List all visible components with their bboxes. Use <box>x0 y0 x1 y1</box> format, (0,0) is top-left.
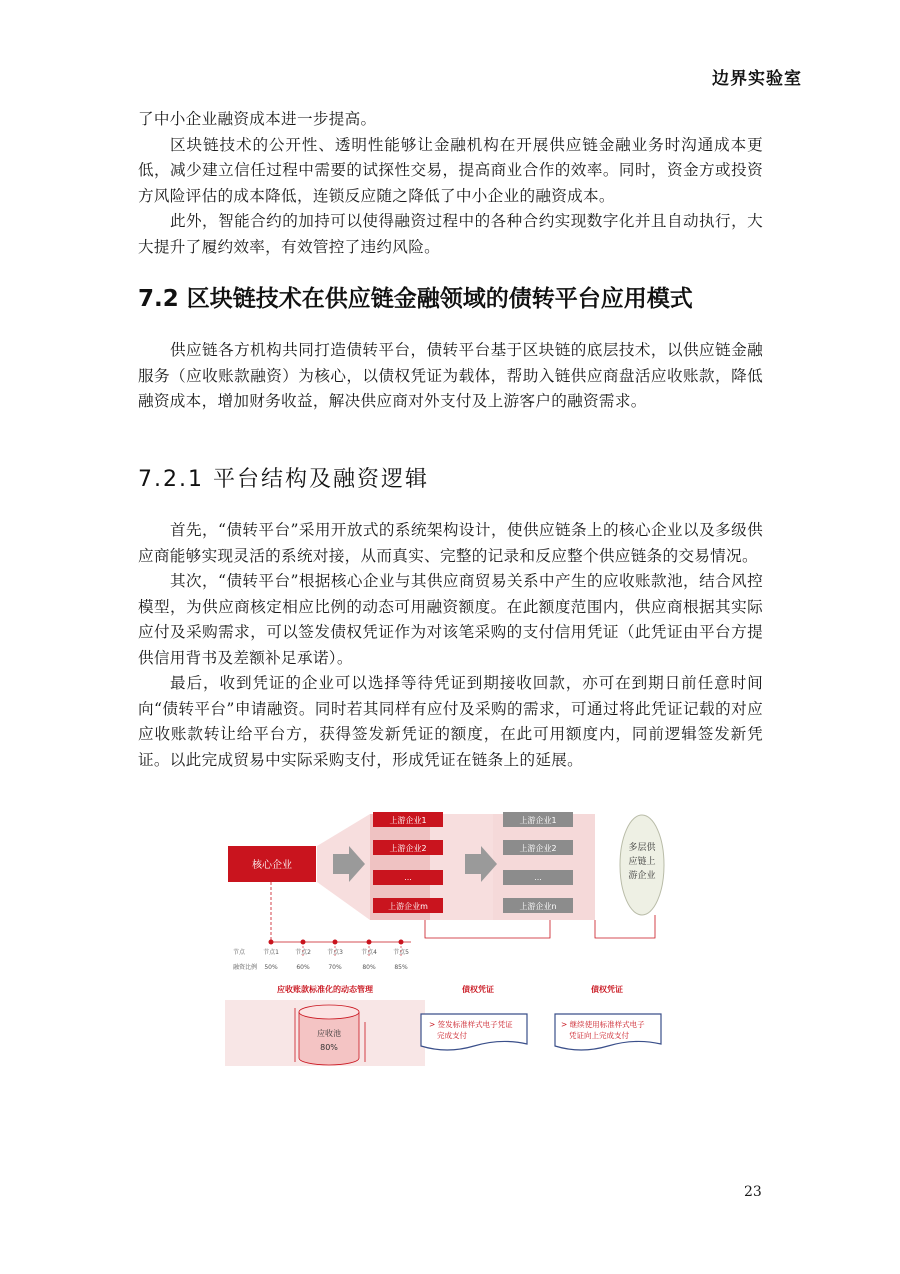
oval-label: 应链上 <box>628 857 656 867</box>
upstream-label: 上游企业2 <box>519 844 557 853</box>
paragraph: 最后，收到凭证的企业可以选择等待凭证到期接收回款，亦可在到期日前任意时间向“债转平台”申请融资。同时若其同样有应付及采购的需求，可通过将此凭证记载的对应应收账款转让给平台方，获得签发新凭证的额度，在此可用额度内，同前逻辑签发新凭证。以此完成贸易中实际采购支付，形成凭证在链条上的延展。 <box>138 674 763 769</box>
voucher-title: 债权凭证 <box>462 985 494 994</box>
voucher-text: 完成支付 <box>437 1031 467 1040</box>
node-row-label: 节点 <box>233 949 246 956</box>
pool-value: 80% <box>320 1043 338 1052</box>
connector-line <box>595 915 655 938</box>
ratio-label: 50% <box>264 964 278 971</box>
paragraph: 了中小企业融资成本进一步提高。 <box>138 110 377 128</box>
voucher-line: > 签发标准样式电子凭证 <box>429 1020 513 1029</box>
node-dot <box>269 940 274 945</box>
section-7-2-1-body <box>138 518 763 773</box>
section-title-7-2: 7.2 区块链技术在供应链金融领域的债转平台应用模式 <box>138 286 693 312</box>
pool-cylinder <box>299 1012 359 1065</box>
section-7-2-body <box>138 338 763 415</box>
diagram-svg <box>225 808 665 1066</box>
node-label: 节点5 <box>393 949 409 956</box>
ratio-label: 70% <box>328 964 342 971</box>
paragraph: 其次，“债转平台”根据核心企业与其供应商贸易关系中产生的应收账款池，结合风控模型，为供应商核定相应比例的动态可用融资额度。在此额度范围内，供应商根据其实际应付及采购需求，可以签发债权凭证作为对该笔采购的支付信用凭证（此凭证由平台方提供信用背书及差额补足承诺）。 <box>138 572 763 667</box>
node-label: 节点4 <box>361 949 377 956</box>
voucher-text: 凭证向上完成支付 <box>569 1031 629 1040</box>
intro-block <box>138 107 763 260</box>
paragraph: 首先，“债转平台”采用开放式的系统架构设计，使供应链条上的核心企业以及多级供应商能够实现灵活的系统对接，从而真实、完整的记录和反应整个供应链条的交易情况。 <box>138 521 763 565</box>
oval-label: 游企业 <box>628 871 656 881</box>
upstream-label: 上游企业n <box>519 902 557 911</box>
upstream-label: 上游企业1 <box>389 816 427 825</box>
paragraph: 区块链技术的公开性、透明性能够让金融机构在开展供应链金融业务时沟通成本更低，减少建立信任过程中需要的试探性交易，提高商业合作的效率。同时，资金方或投资方风险评估的成本降低，连锁反应随之降低了中小企业的融资成本。 <box>138 135 763 205</box>
upstream-label: 上游企业2 <box>389 844 427 853</box>
paragraph: 此外，智能合约的加持可以使得融资过程中的各种合约实现数字化并且自动执行，大大提升了履约效率，有效管控了违约风险。 <box>138 212 763 256</box>
node-label: 节点3 <box>327 949 343 956</box>
ratio-row-label: 融资比例 <box>233 964 258 971</box>
voucher-text: 继续使用标准样式电子 <box>569 1020 645 1029</box>
page-number: 23 <box>744 1184 762 1200</box>
platform-structure-diagram <box>225 808 665 1066</box>
pool-label: 应收池 <box>317 1029 341 1038</box>
upstream-label: 上游企业m <box>388 902 428 911</box>
upstream-label: ... <box>534 873 542 882</box>
upstream-label: 上游企业1 <box>519 816 557 825</box>
core-enterprise-label: 核心企业 <box>252 860 292 871</box>
upstream-label: ... <box>404 873 412 882</box>
connector-line <box>425 920 550 938</box>
voucher-line: > 继续使用标准样式电子 <box>561 1020 645 1029</box>
voucher-text: 签发标准样式电子凭证 <box>437 1020 513 1029</box>
ratio-label: 80% <box>362 964 376 971</box>
oval-label: 多层供 <box>628 843 656 853</box>
section-title-7-2-1: 7.2.1 平台结构及融资逻辑 <box>138 467 429 492</box>
ratio-label: 85% <box>394 964 408 971</box>
pool-cylinder-top <box>299 1005 359 1019</box>
paragraph: 供应链各方机构共同打造债转平台，债转平台基于区块链的底层技术，以供应链金融服务（应收账款融资）为核心，以债权凭证为载体，帮助入链供应商盘活应收账款，降低融资成本，增加财务收益，解决供应商对外支付及上游客户的融资需求。 <box>138 341 763 410</box>
ratio-label: 60% <box>296 964 310 971</box>
voucher-title: 债权凭证 <box>591 985 623 994</box>
node-label: 节点1 <box>263 949 279 956</box>
pool-title: 应收账款标准化的动态管理 <box>277 985 373 994</box>
node-label: 节点2 <box>295 949 311 956</box>
header-logo: 边界实验室 <box>712 69 802 89</box>
